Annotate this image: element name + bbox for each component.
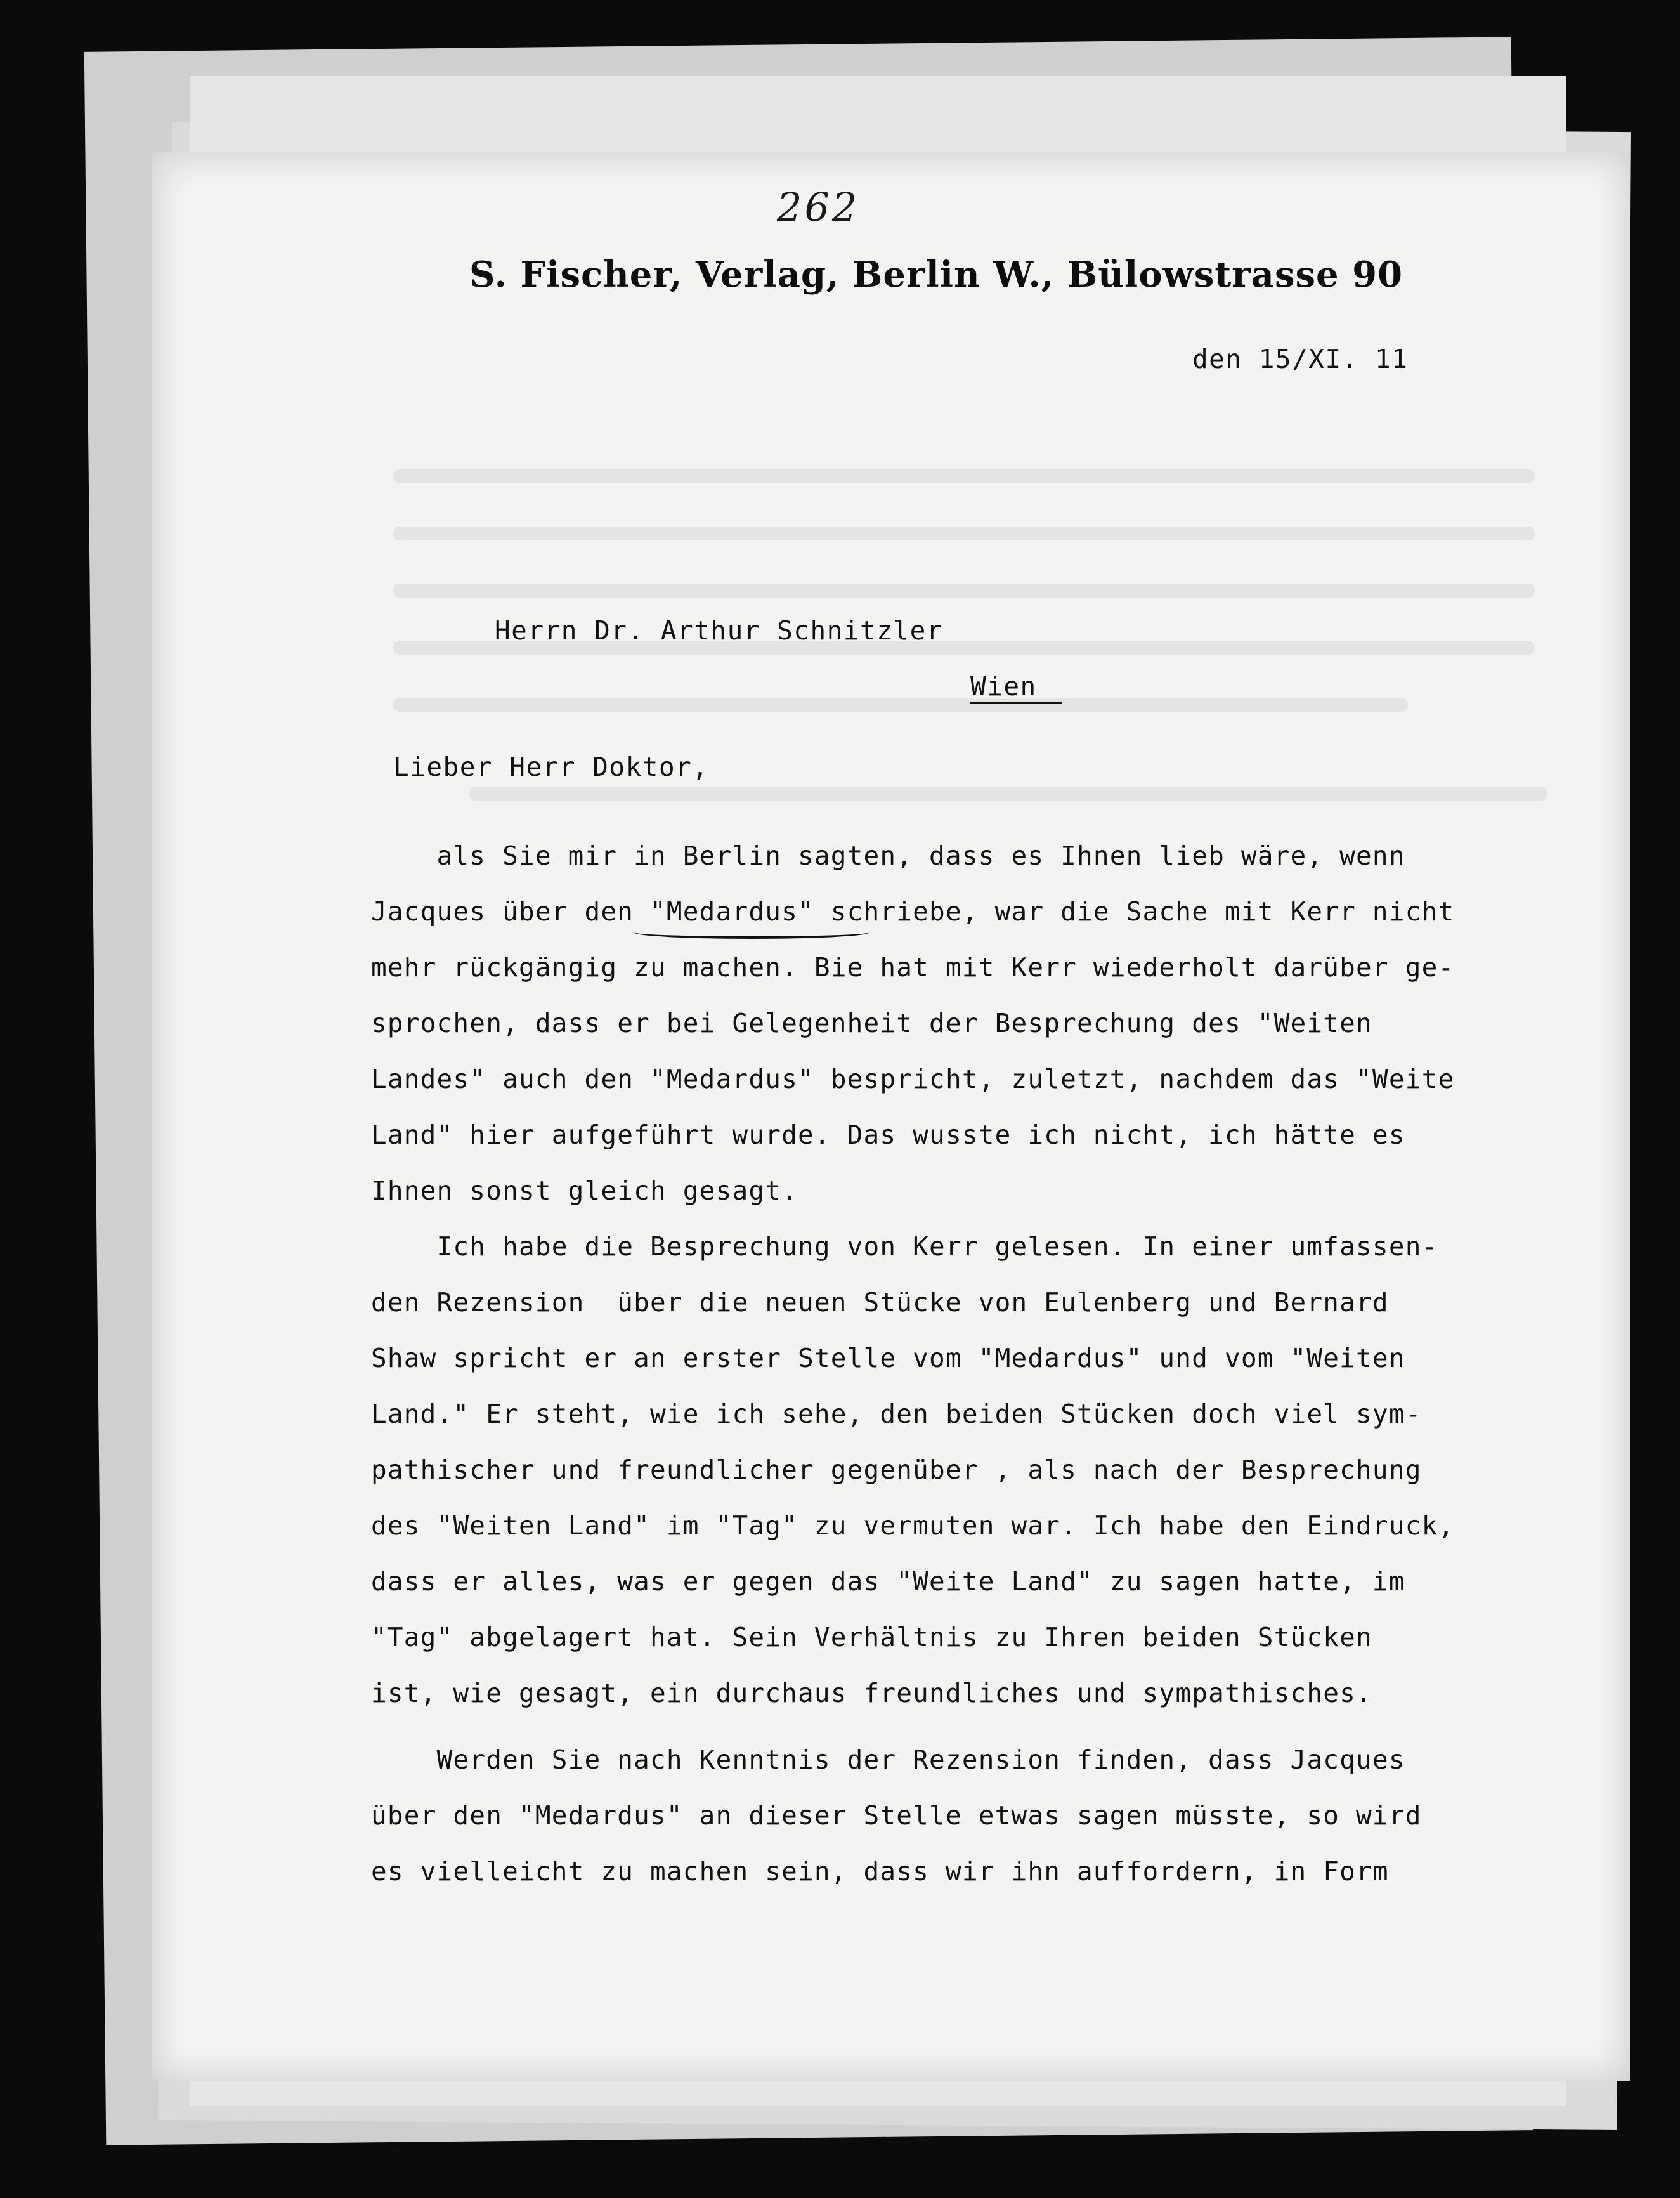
bleed-through <box>393 584 1535 598</box>
folio-number: 262 <box>777 184 860 230</box>
body-line: Land" hier aufgeführt wurde. Das wusste ich nicht, ich hätte es <box>371 1120 1405 1150</box>
body-line: ist, wie gesagt, ein durchaus freundliches und sympathisches. <box>371 1678 1372 1708</box>
body-line: über den "Medardus" an dieser Stelle etwas sagen müsste, so wird <box>371 1800 1422 1831</box>
body-line: Shaw spricht er an erster Stelle vom "Medardus" und vom "Weiten <box>371 1343 1405 1373</box>
body-line: mehr rückgängig zu machen. Bie hat mit Kerr wiederholt darüber ge- <box>371 952 1455 983</box>
body-line: Landes" auch den "Medardus" bespricht, zuletzt, nachdem das "Weite <box>371 1064 1455 1094</box>
body-line: Jacques über den "Medardus" schriebe, war die Sache mit Kerr nicht <box>371 896 1455 927</box>
body-line: Ihnen sonst gleich gesagt. <box>371 1175 798 1206</box>
letterhead: S. Fischer, Verlag, Berlin W., Bülowstrasse 90 <box>469 254 1403 296</box>
body-line: sprochen, dass er bei Gelegenheit der Besprechung des "Weiten <box>371 1008 1372 1038</box>
hand-underline <box>634 926 869 939</box>
bleed-through <box>393 698 1408 712</box>
body-line: pathischer und freundlicher gegenüber , als nach der Besprechung <box>371 1455 1422 1485</box>
body-line: dass er alles, was er gegen das "Weite Land" zu sagen hatte, im <box>371 1566 1405 1597</box>
salutation: Lieber Herr Doktor, <box>393 752 709 782</box>
body-line: den Rezension über die neuen Stücke von Eulenberg und Bernard <box>371 1287 1389 1318</box>
body-line: des "Weiten Land" im "Tag" zu vermuten war. Ich habe den Eindruck, <box>371 1510 1455 1541</box>
body-line: Ich habe die Besprechung von Kerr gelesen. In einer umfassen- <box>371 1231 1438 1262</box>
bleed-through <box>469 787 1547 801</box>
body-line: Land." Er steht, wie ich sehe, den beiden Stücken doch viel sym- <box>371 1399 1422 1429</box>
body-line: als Sie mir in Berlin sagten, dass es Ihnen lieb wäre, wenn <box>371 841 1405 871</box>
bleed-through <box>393 527 1535 540</box>
recipient-city: Wien <box>970 671 1062 704</box>
letter-page <box>152 152 1630 2081</box>
body-line: "Tag" abgelagert hat. Sein Verhältnis zu Ihren beiden Stücken <box>371 1622 1372 1652</box>
recipient-name: Herrn Dr. Arthur Schnitzler <box>495 615 943 646</box>
letter-date: den 15/XI. 11 <box>1192 344 1409 374</box>
body-line: es vielleicht zu machen sein, dass wir ihn auffordern, in Form <box>371 1856 1389 1887</box>
body-line: Werden Sie nach Kenntnis der Rezension finden, dass Jacques <box>371 1744 1405 1775</box>
bleed-through <box>393 469 1535 483</box>
